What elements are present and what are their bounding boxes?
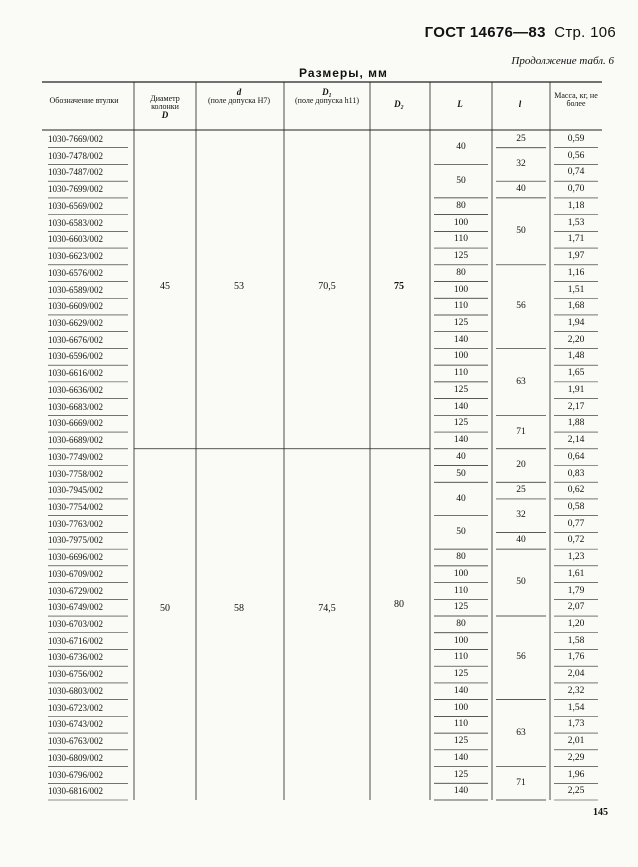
table-row-designation: 1030-6809/002 xyxy=(48,752,103,763)
table-cell-length: 110 xyxy=(454,234,468,245)
table-row-designation: 1030-6729/002 xyxy=(48,585,103,596)
table-row-mass: 2,25 xyxy=(567,786,585,797)
table-row-designation: 1030-7975/002 xyxy=(48,535,103,546)
table-row-mass: 2,17 xyxy=(567,401,585,412)
table-row-mass: 0,59 xyxy=(567,134,585,144)
table-cell-length: 50 xyxy=(456,527,466,538)
table-cell-length: 40 xyxy=(456,142,466,153)
table-row-mass: 1,54 xyxy=(567,702,585,713)
group-2-D: 50 xyxy=(160,603,170,614)
table-row-designation: 1030-7669/002 xyxy=(48,134,103,144)
table-row-designation: 1030-6583/002 xyxy=(48,217,103,228)
header-l-small: l xyxy=(518,99,522,109)
table-row-mass: 2,04 xyxy=(567,669,585,680)
table-cell-l: 20 xyxy=(516,460,526,471)
table-row-designation: 1030-6683/002 xyxy=(48,401,103,412)
table-cell-l: 56 xyxy=(516,301,526,312)
table-row-mass: 1,71 xyxy=(567,234,585,245)
table-row-mass: 1,51 xyxy=(567,284,585,295)
table-cell-l: 32 xyxy=(516,159,526,170)
group-2-D2: 80 xyxy=(394,599,404,610)
header-mass: Масса, кг, не более xyxy=(554,91,598,108)
group-1-D: 45 xyxy=(160,281,170,292)
table-cell-length: 125 xyxy=(453,602,469,613)
table-row-mass: 0,74 xyxy=(567,167,585,178)
table-cell-length: 80 xyxy=(456,200,466,211)
table-row-designation: 1030-6716/002 xyxy=(48,635,103,646)
table-cell-length: 110 xyxy=(454,585,468,596)
table-cell-length: 125 xyxy=(453,669,469,680)
table-row-mass: 2,01 xyxy=(567,736,585,747)
table-cell-length: 110 xyxy=(454,652,468,663)
table-cell-l: 25 xyxy=(516,485,526,496)
table-row-mass: 1,97 xyxy=(567,251,585,262)
table-row-mass: 1,68 xyxy=(567,301,585,312)
continuation-note: Продолжение табл. 6 xyxy=(511,55,614,67)
table-cell-l: 56 xyxy=(516,652,526,663)
table-row-designation: 1030-6816/002 xyxy=(48,786,103,797)
dimensions-caption: Размеры, мм xyxy=(299,66,388,80)
table-cell-length: 100 xyxy=(453,351,469,362)
table-cell-length: 80 xyxy=(456,552,466,563)
table-row-designation: 1030-6576/002 xyxy=(48,267,103,278)
standard-code: ГОСТ 14676—83 xyxy=(424,24,546,41)
table-row-mass: 1,53 xyxy=(567,217,585,228)
table-row-designation: 1030-6636/002 xyxy=(48,384,103,395)
table-row-mass: 1,58 xyxy=(567,635,585,646)
table-row-designation: 1030-6736/002 xyxy=(48,652,103,663)
table-cell-length: 40 xyxy=(456,451,466,462)
header-l-length: L xyxy=(457,99,463,109)
table-row-designation: 1030-7749/002 xyxy=(48,451,103,462)
table-row-designation: 1030-6709/002 xyxy=(48,568,103,579)
table-cell-length: 125 xyxy=(453,736,469,747)
table-row-designation: 1030-7487/002 xyxy=(48,167,103,178)
group-1-D2: 75 xyxy=(394,281,404,292)
table-row-mass: 1,79 xyxy=(567,585,585,596)
table-row-designation: 1030-6749/002 xyxy=(48,602,103,613)
table-row-mass: 1,48 xyxy=(567,351,585,362)
table-row-designation: 1030-6616/002 xyxy=(48,368,103,379)
table-row-designation: 1030-7754/002 xyxy=(48,501,103,512)
table-row-designation: 1030-6629/002 xyxy=(48,317,103,328)
table-cell-length: 100 xyxy=(453,702,469,713)
table-cell-length: 125 xyxy=(453,769,469,780)
table-cell-length: 140 xyxy=(453,334,469,345)
table-cell-length: 140 xyxy=(453,786,469,797)
table-cell-length: 125 xyxy=(453,317,469,328)
table-row-designation: 1030-7758/002 xyxy=(48,468,103,479)
table-row-mass: 1,76 xyxy=(567,652,585,663)
table-row-designation: 1030-6743/002 xyxy=(48,719,103,730)
table-row-designation: 1030-6676/002 xyxy=(48,334,103,345)
table-cell-l: 50 xyxy=(516,577,526,588)
table-cell-l: 50 xyxy=(516,225,526,236)
table-row-mass: 1,23 xyxy=(567,552,585,563)
table-row-mass: 2,29 xyxy=(567,752,585,763)
table-row-designation: 1030-7699/002 xyxy=(48,184,103,195)
table-cell-l: 40 xyxy=(516,535,526,546)
table-row-designation: 1030-7478/002 xyxy=(48,150,103,161)
table-cell-length: 50 xyxy=(456,175,466,186)
group-1-d: 53 xyxy=(234,281,244,292)
table-row-mass: 2,32 xyxy=(567,685,585,696)
table-row-mass: 1,61 xyxy=(567,568,585,579)
table-row-mass: 2,14 xyxy=(567,435,585,446)
table-row-mass: 2,07 xyxy=(567,602,585,613)
table-cell-length: 100 xyxy=(453,568,469,579)
table-row-designation: 1030-6669/002 xyxy=(48,418,103,429)
table-cell-length: 140 xyxy=(453,401,469,412)
table-row-designation: 1030-6596/002 xyxy=(48,351,103,362)
table-cell-length: 110 xyxy=(454,368,468,379)
table-cell-length: 110 xyxy=(454,719,468,730)
table-row-designation: 1030-6689/002 xyxy=(48,435,103,446)
table-row-mass: 0,70 xyxy=(567,184,585,195)
table-cell-l: 63 xyxy=(516,727,526,738)
header-d1: D₁ (поле допуска h11) xyxy=(295,87,359,105)
table-cell-length: 125 xyxy=(453,251,469,262)
table-row-designation: 1030-6796/002 xyxy=(48,769,103,780)
table-row-designation: 1030-6623/002 xyxy=(48,251,103,262)
table-row-designation: 1030-6756/002 xyxy=(48,669,103,680)
table-row-mass: 0,72 xyxy=(567,535,585,546)
table-row-mass: 0,56 xyxy=(567,150,585,161)
table-cell-length: 140 xyxy=(453,435,469,446)
table-row-mass: 2,20 xyxy=(567,334,585,345)
table-row-designation: 1030-6589/002 xyxy=(48,284,103,295)
header-d: d (поле допуска H7) xyxy=(207,87,271,105)
table-cell-l: 25 xyxy=(516,134,526,144)
table-row-mass: 1,65 xyxy=(567,368,585,379)
table-cell-length: 100 xyxy=(453,284,469,295)
table-cell-l: 63 xyxy=(516,376,526,387)
table-row-designation: 1030-6696/002 xyxy=(48,552,103,563)
table-row-mass: 0,83 xyxy=(567,468,585,479)
table-row-mass: 1,94 xyxy=(567,317,585,328)
table-cell-length: 100 xyxy=(453,217,469,228)
table-row-designation: 1030-6603/002 xyxy=(48,234,103,245)
table-row-mass: 1,73 xyxy=(567,719,585,730)
table-row-mass: 1,20 xyxy=(567,619,585,630)
table-row-mass: 1,18 xyxy=(567,200,585,211)
table-cell-length: 125 xyxy=(453,384,469,395)
table-cell-l: 71 xyxy=(516,426,526,437)
header-designation: Обозначение втулки xyxy=(49,96,119,105)
table-row-mass: 1,91 xyxy=(567,384,585,395)
table-cell-length: 125 xyxy=(453,418,469,429)
table-cell-l: 40 xyxy=(516,184,526,195)
table-cell-length: 50 xyxy=(456,468,466,479)
table-row-designation: 1030-6609/002 xyxy=(48,301,103,312)
table-row-mass: 0,58 xyxy=(567,501,585,512)
group-2-d: 58 xyxy=(234,603,244,614)
table-row-designation: 1030-6569/002 xyxy=(48,200,103,211)
table-cell-length: 40 xyxy=(456,493,466,504)
table-row-designation: 1030-6723/002 xyxy=(48,702,103,713)
table-cell-length: 140 xyxy=(453,752,469,763)
table-row-designation: 1030-6763/002 xyxy=(48,736,103,747)
table-row-mass: 1,16 xyxy=(567,267,585,278)
table-row-mass: 1,96 xyxy=(567,769,585,780)
table-cell-length: 80 xyxy=(456,267,466,278)
table-cell-length: 110 xyxy=(454,301,468,312)
table-row-designation: 1030-6703/002 xyxy=(48,619,103,630)
page-number: 145 xyxy=(593,807,608,818)
table-row-mass: 1,88 xyxy=(567,418,585,429)
group-2-D1: 74,5 xyxy=(318,603,336,614)
table-row-mass: 0,62 xyxy=(567,485,585,496)
table-row-designation: 1030-7763/002 xyxy=(48,518,103,529)
header-d2: D₂ xyxy=(394,99,404,109)
table-row-designation: 1030-6803/002 xyxy=(48,685,103,696)
table-cell-l: 71 xyxy=(516,777,526,788)
table-cell-l: 32 xyxy=(516,510,526,521)
table-cell-length: 140 xyxy=(453,685,469,696)
group-1-D1: 70,5 xyxy=(318,281,336,292)
header-column-diameter: Диаметр колонки D xyxy=(150,94,180,120)
table-cell-length: 100 xyxy=(453,635,469,646)
table-cell-length: 80 xyxy=(456,619,466,630)
page-label: Стр. 106 xyxy=(554,24,616,41)
table-row-mass: 0,64 xyxy=(567,451,585,462)
table-row-mass: 0,77 xyxy=(567,518,585,529)
table-row-designation: 1030-7945/002 xyxy=(48,485,103,496)
